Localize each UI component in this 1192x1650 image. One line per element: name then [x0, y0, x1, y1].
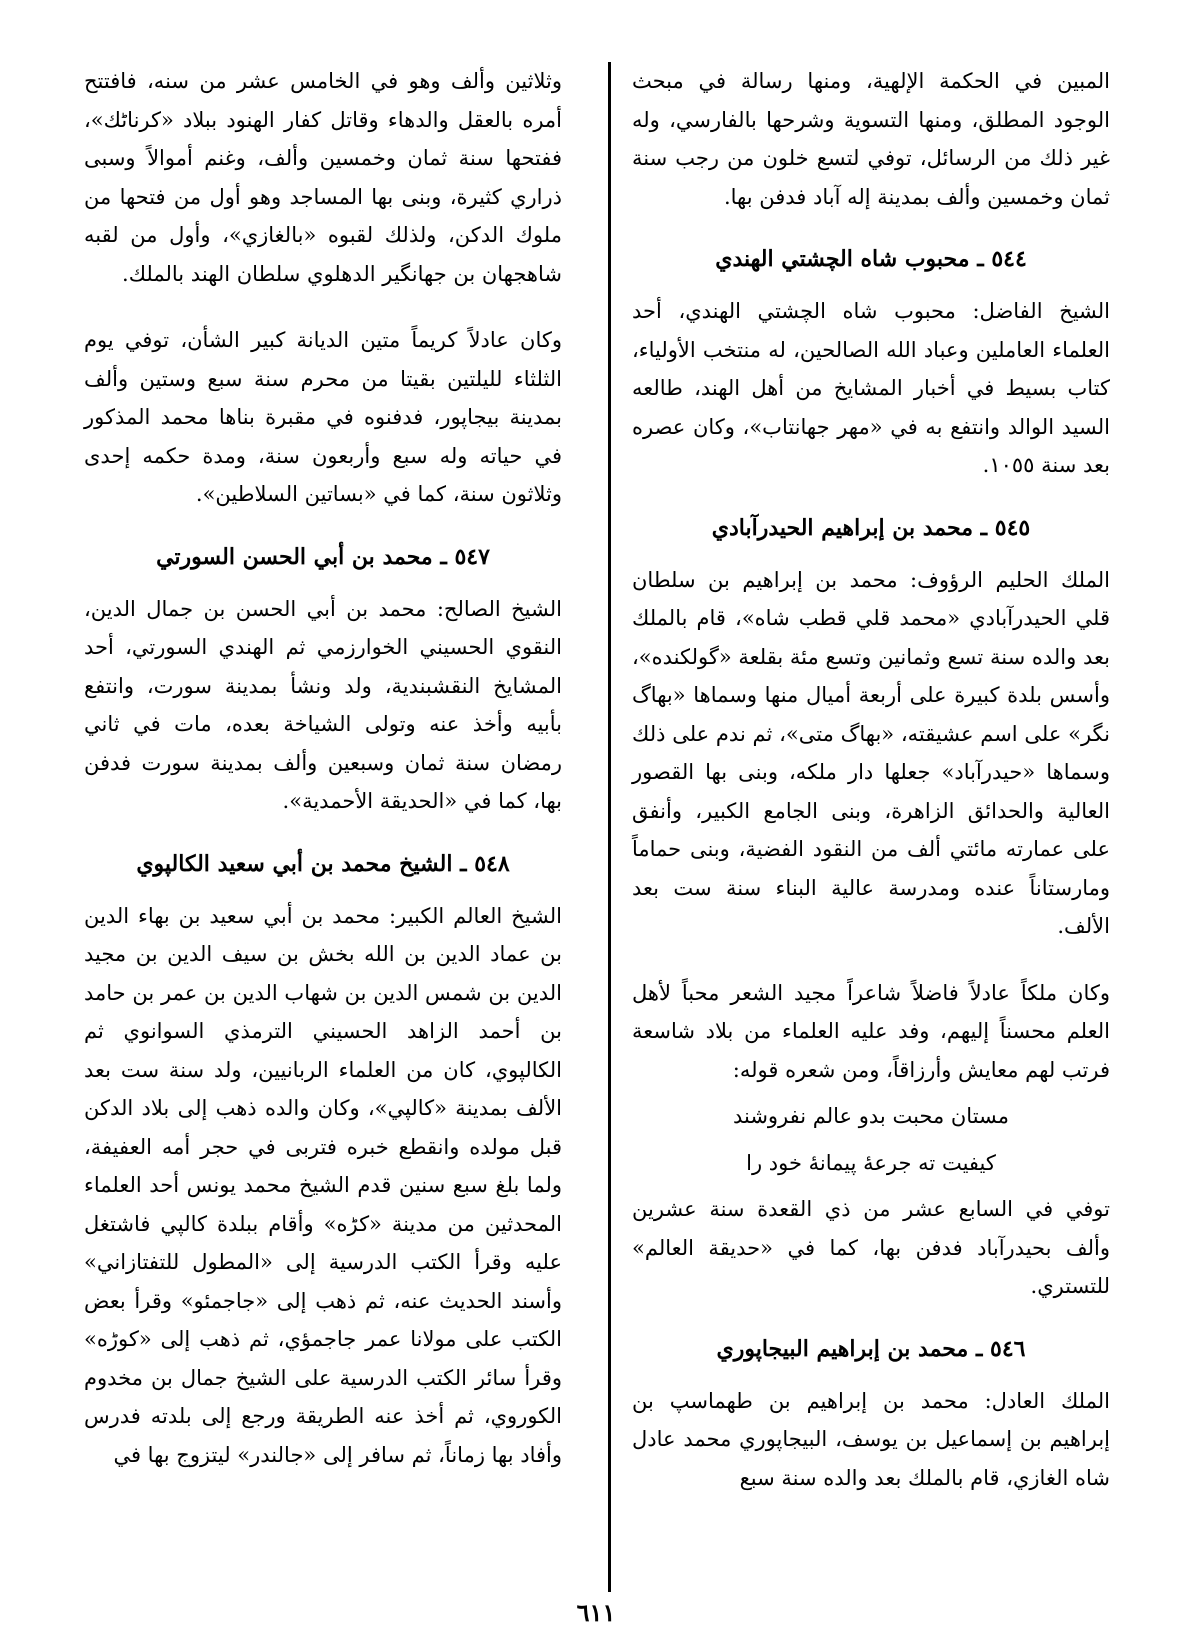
entry-546-continued-text-2: وكان عادلاً كريماً متين الديانة كبير الشأن، توفي يوم الثلثاء لليلتين بقيتا من محرم سنة سبع وستين وألف بمدينة بيجاپور، فدفنوه في مقبرة بناها محمد المذكور في حياته وله سبع وأربعون سنة، ومدة حكمه إحدى وثلاثون سنة، كما في «بساتين السلاطين». [84, 328, 562, 506]
entry-547-text: الشيخ الصالح: محمد بن أبي الحسن بن جمال الدين، النقوي الحسيني الخوارزمي ثم الهندي السورتي، أحد المشايخ النقشبندية، ولد ونشأ بمدينة سورت، وانتفع بأبيه وأخذ عنه وتولى الشياخة بعده، مات في ثاني رمضان سنة ثمان وسبعين وألف بمدينة سورت فدفن بها، كما في «الحديقة الأحمدية». [84, 596, 562, 813]
entry-546-heading: ٥٤٦ ـ محمد بن إبراهيم البيجاپوري [716, 1335, 1026, 1362]
entry-544-heading: ٥٤٤ ـ محبوب شاه الچشتي الهندي [715, 246, 1027, 272]
entry-546-continued-text: وثلاثين وألف وهو في الخامس عشر من سنه، فافتتح أمره بالعقل والدهاء وقاتل كفار الهنود ببلاد «كرناٹك»، ففتحها سنة ثمان وخمسين وألف، وغنم أموالاً وسبى ذراري كثيرة، وبنى بها المساجد وهو أول من فتحها من ملوك الدكن، ولذلك لقبوه «بالغازي»، وأول من لقبه شاهجهان بن جهانگير الدهلوي سلطان الهند بالملك. [84, 69, 562, 286]
entry-546-text: الملك العادل: محمد بن إبراهيم بن طهماسپ بن إبراهيم بن إسماعيل بن يوسف، البيجاپوري محمد عادل شاه الغازي، قام بالملك بعد والده سنة سبع [632, 1388, 1110, 1490]
entry-545-heading: ٥٤٥ ـ محمد بن إبراهيم الحيدرآبادي [711, 514, 1031, 541]
paragraph-gap [84, 293, 562, 321]
poem-verse-1: مستان محبت بدو عالم نفروشند [732, 1104, 1010, 1128]
entry-548-heading: ٥٤٨ ـ الشيخ محمد بن أبي سعيد الكالپوي [136, 850, 510, 877]
entry-545-text-3: توفي في السابع عشر من ذي القعدة سنة عشرين وألف بحيدرآباد فدفن بها، كما في «حديقة العالم» للتستري. [632, 1197, 1110, 1298]
entry-547-heading: ٥٤٧ ـ محمد بن أبي الحسن السورتي [156, 543, 490, 570]
poem-verse-2: كيفيت ته جرعهٔ پيمانهٔ خود را [746, 1150, 996, 1175]
paragraph-gap [632, 946, 1110, 974]
column-divider [608, 62, 611, 1592]
entry-548-text: الشيخ العالم الكبير: محمد بن أبي سعيد بن بهاء الدين بن عماد الدين بن الله بخش بن سيف الدين بن مجيد الدين بن شمس الدين بن شهاب الدين بن عمر بن حامد بن أحمد الزاهد الحسيني الترمذي السوانوي ثم الكالپوي، كان من العلماء الربانيين، ولد سنة ست بعد الألف بمدينة «كالپي»، وكان والده ذهب إلى بلاد الدكن قبل مولده وانقطع خبره فتربى في حجر أمه العفيفة، ولما بلغ سبع سنين قدم الشيخ محمد يونس أحد العلماء المحدثين من مدينة «كڑه» وأقام ببلدة كالپي فاشتغل عليه وقرأ الكتب الدرسية إلى «المطول للتفتازاني» وأسند الحديث عنه، ثم ذهب إلى «جاجمئو» وقرأ بعض الكتب على مولانا عمر جاجمؤي، ثم ذهب إلى «كوڑه» وقرأ سائر الكتب الدرسية على الشيخ جمال بن مخدوم الكوروي، ثم أخذ عنه الطريقة ورجع إلى بلدته فدرس وأفاد بها زماناً، ثم سافر إلى «جالندر» ليتزوج بها في [84, 903, 562, 1467]
right-column [632, 62, 1110, 1497]
intro-paragraph: المبين في الحكمة الإلهية، ومنها رسالة في مبحث الوجود المطلق، ومنها التسوية وشرحها بالفارسي، وله غير ذلك من الرسائل، توفي لتسع خلون من رجب سنة ثمان وخمسين وألف بمدينة إله آباد فدفن بها. [632, 69, 1110, 209]
entry-544-text: الشيخ الفاضل: محبوب شاه الچشتي الهندي، أحد العلماء العاملين وعباد الله الصالحين، له منتخب الأولياء، كتاب بسيط في أخبار المشايخ من أهل الهند، طالعه السيد الوالد وانتفع به في «مهر جهانتاب»، وكان عصره بعد سنة ١٠٥٥. [632, 299, 1110, 477]
page-number: ٦١١ [576, 1598, 616, 1627]
entry-545-text: الملك الحليم الرؤوف: محمد بن إبراهيم بن سلطان قلي الحيدرآبادي «محمد قلي قطب شاه»، قام بالملك بعد والده سنة تسع وثمانين وتسع مئة بقلعة «گولكنده»، وأسس بلدة كبيرة على أربعة أميال منها وسماها «بهاگ نگر» على اسم عشيقته، «بهاگ متى»، ثم ندم على ذلك وسماها «حيدرآباد» جعلها دار ملكه، وبنى بها القصور العالية والحدائق الزاهرة، وبنى الجامع الكبير، وأنفق على عمارته مائتي ألف من النقود الفضية، وبنى حماماً ومارستاناً عنده ومدرسة عالية البناء سنة ست بعد الألف. [632, 567, 1110, 938]
entry-545-text-2: وكان ملكاً عادلاً فاضلاً شاعراً مجيد الشعر محباً لأهل العلم محسناً إليهم، وفد عليه العلماء من بلاد شاسعة فرتب لهم معايش وأرزاقاً، ومن شعره قوله: [632, 980, 1110, 1082]
left-column [84, 62, 562, 1474]
